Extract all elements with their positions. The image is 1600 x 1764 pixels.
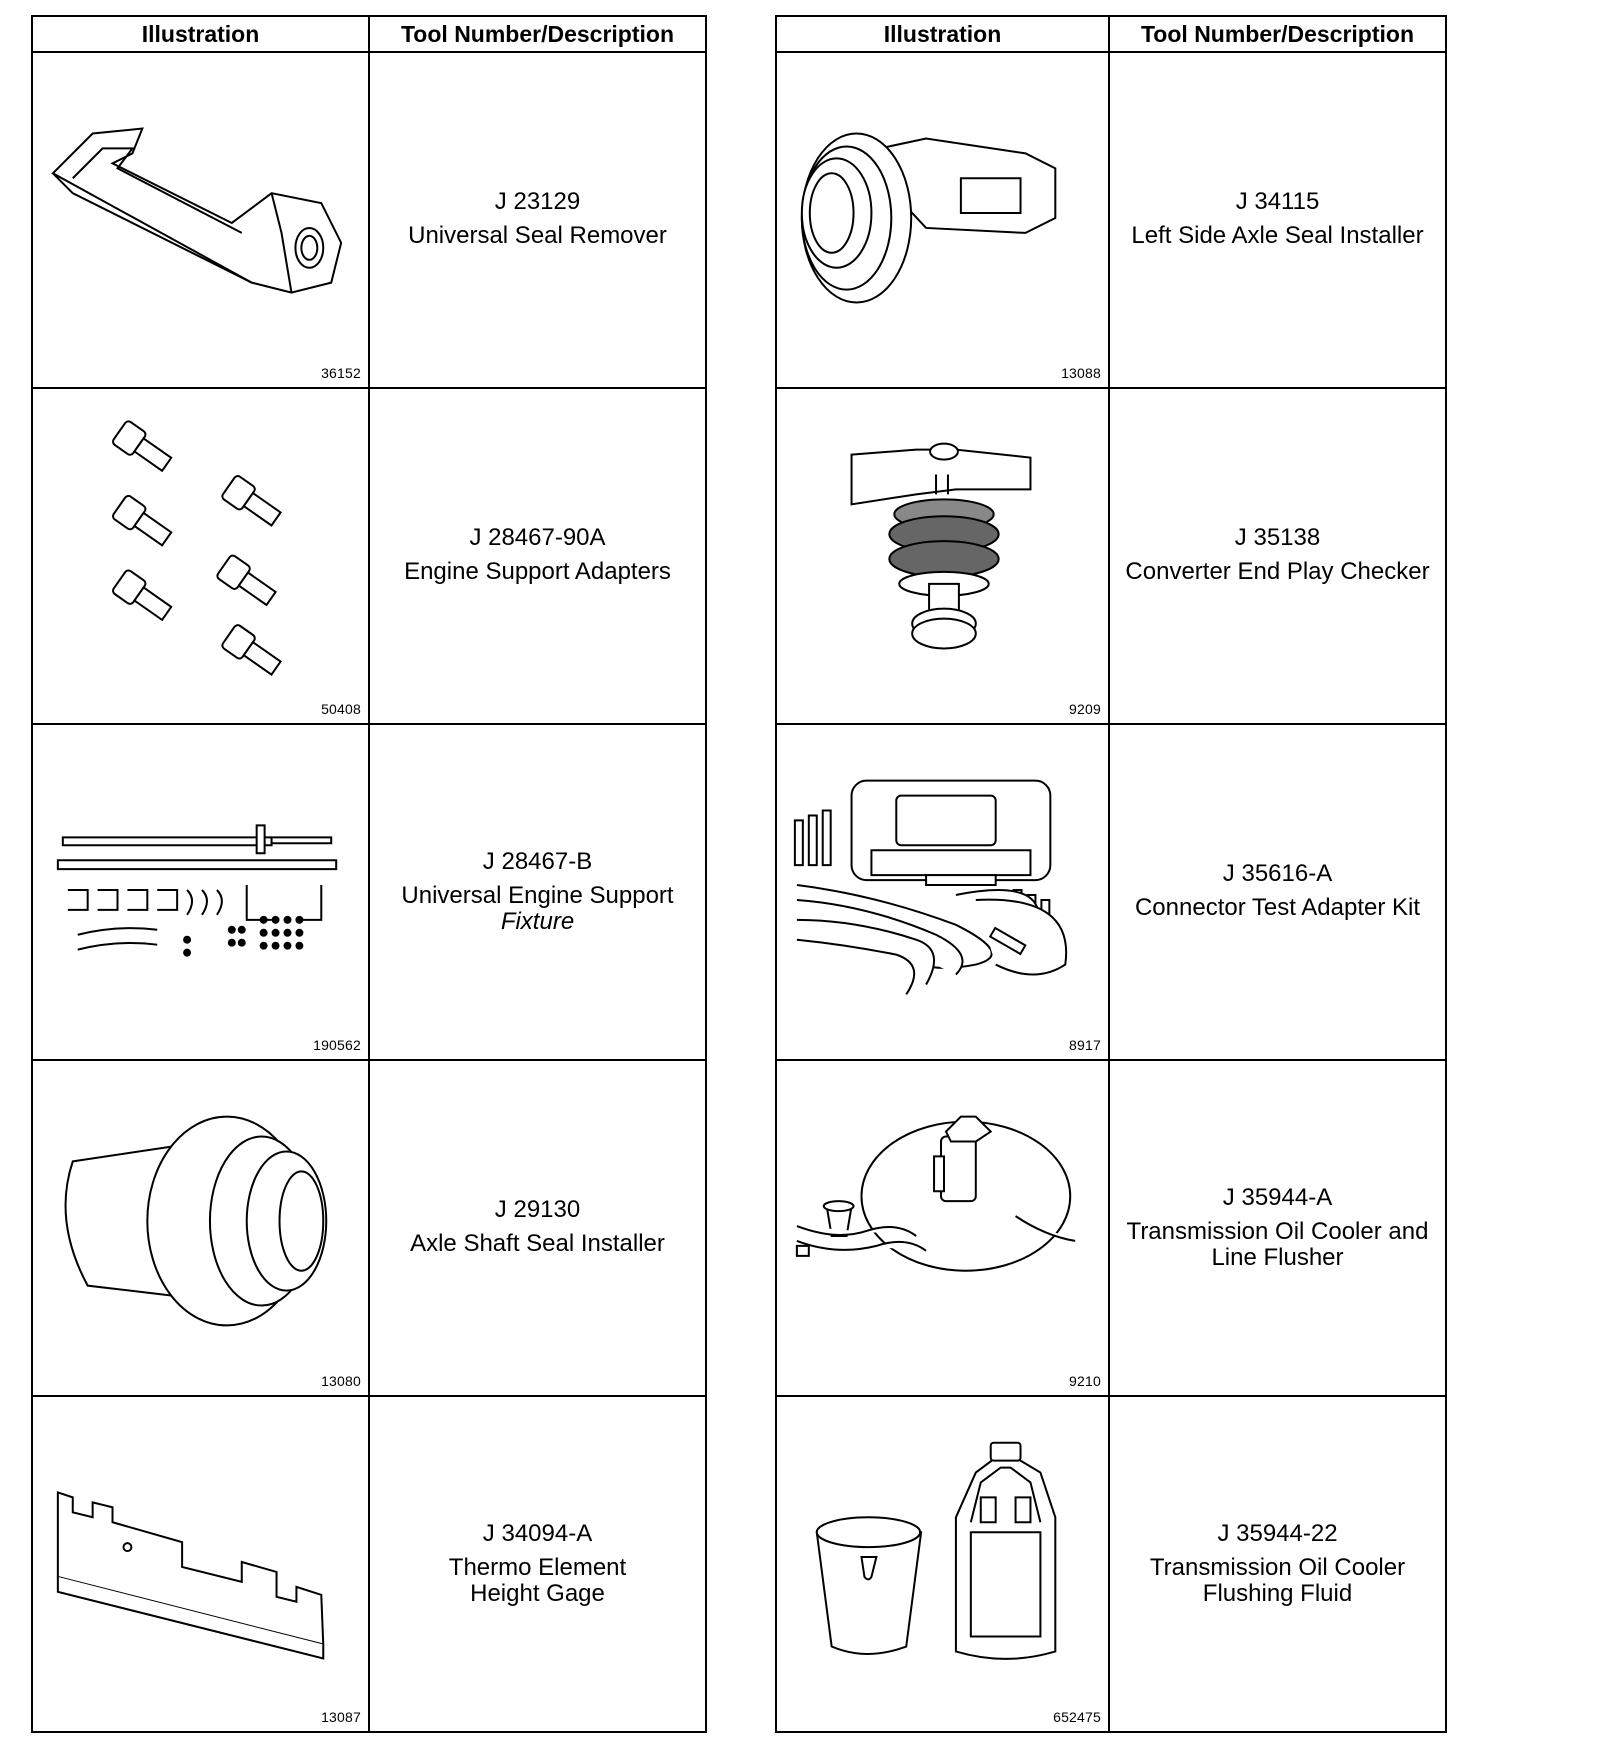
end-play-checker-icon — [777, 389, 1108, 723]
description-cell — [1109, 1396, 1446, 1732]
header-row — [32, 16, 706, 52]
table-row — [776, 388, 1446, 724]
line-flusher-icon — [777, 1061, 1108, 1395]
illustration-cell — [32, 724, 369, 1060]
figure-number: 9209 — [1069, 701, 1101, 717]
illustration-header: Illustration — [32, 16, 369, 52]
tool-description: Axle Shaft Seal Installer — [410, 1230, 665, 1257]
tool-number: J 35138 — [1234, 524, 1321, 551]
illustration-cell — [776, 388, 1109, 724]
illustration-header: Illustration — [776, 16, 1109, 52]
figure-number: 50408 — [321, 701, 361, 717]
table-row — [32, 724, 706, 1060]
illustration-cell — [776, 724, 1109, 1060]
tool-description: Thermo Element — [448, 1554, 627, 1581]
figure-number: 8917 — [1069, 1037, 1101, 1053]
table-row — [776, 1060, 1446, 1396]
tool-number: J 34115 — [1235, 188, 1320, 215]
table-row — [32, 52, 706, 388]
tool-number: J 34094-A — [482, 1520, 593, 1547]
tool-number: J 29130 — [494, 1196, 581, 1223]
tool-number: J 28467-90A — [469, 524, 606, 551]
tool-description: Transmission Oil Cooler — [1149, 1554, 1406, 1581]
description-cell — [1109, 52, 1446, 388]
table-row — [776, 52, 1446, 388]
figure-number: 652475 — [1053, 1709, 1101, 1725]
illustration-cell — [32, 388, 369, 724]
tool-description-line2: Height Gage — [470, 1580, 605, 1607]
table-row — [776, 1396, 1446, 1732]
tool-description: Converter End Play Checker — [1125, 558, 1430, 585]
description-header: Tool Number/Description — [1109, 16, 1446, 52]
figure-number: 36152 — [321, 365, 361, 381]
tool-description: Engine Support Adapters — [404, 558, 671, 585]
seal-remover-icon — [33, 53, 368, 387]
axle-seal-installer-icon — [33, 1061, 368, 1395]
table-row — [32, 1396, 706, 1732]
description-cell — [369, 388, 706, 724]
illustration-cell — [776, 52, 1109, 388]
flushing-fluid-icon — [777, 1397, 1108, 1731]
left-tool-table — [31, 15, 707, 1733]
tool-description-line2: Line Flusher — [1211, 1244, 1344, 1271]
left-axle-seal-installer-icon — [777, 53, 1108, 387]
figure-number: 13080 — [321, 1373, 361, 1389]
tool-number: J 35944-A — [1222, 1184, 1333, 1211]
header-row — [776, 16, 1446, 52]
illustration-cell — [32, 1060, 369, 1396]
figure-number: 9210 — [1069, 1373, 1101, 1389]
tool-description: Transmission Oil Cooler and — [1126, 1218, 1429, 1245]
tool-description: Universal Seal Remover — [408, 222, 667, 249]
figure-number: 13087 — [321, 1709, 361, 1725]
tool-description-line2: Fixture — [500, 908, 575, 935]
figure-number: 190562 — [313, 1037, 361, 1053]
adapters-icon — [33, 389, 368, 723]
tool-number: J 35944-22 — [1217, 1520, 1338, 1547]
tool-number: J 28467-B — [482, 848, 593, 875]
tool-number: J 35616-A — [1222, 860, 1333, 887]
table-row — [32, 1060, 706, 1396]
figure-number: 13088 — [1061, 365, 1101, 381]
table-row — [32, 388, 706, 724]
description-cell — [369, 1060, 706, 1396]
height-gage-icon — [33, 1397, 368, 1731]
table-row — [776, 724, 1446, 1060]
illustration-cell — [776, 1396, 1109, 1732]
tool-number: J 23129 — [494, 188, 581, 215]
description-cell — [1109, 724, 1446, 1060]
tool-description: Connector Test Adapter Kit — [1134, 894, 1421, 921]
illustration-cell — [32, 1396, 369, 1732]
engine-support-fixture-icon — [33, 725, 368, 1059]
description-cell — [1109, 388, 1446, 724]
tool-description-line2: Flushing Fluid — [1202, 1580, 1353, 1607]
tool-description: Left Side Axle Seal Installer — [1131, 222, 1424, 249]
tool-description: Universal Engine Support — [401, 882, 674, 909]
illustration-cell — [32, 52, 369, 388]
right-tool-table — [775, 15, 1447, 1733]
illustration-cell — [776, 1060, 1109, 1396]
description-cell — [1109, 1060, 1446, 1396]
test-adapter-kit-icon — [777, 725, 1108, 1059]
description-cell — [369, 724, 706, 1060]
description-header: Tool Number/Description — [369, 16, 706, 52]
description-cell — [369, 52, 706, 388]
description-cell — [369, 1396, 706, 1732]
